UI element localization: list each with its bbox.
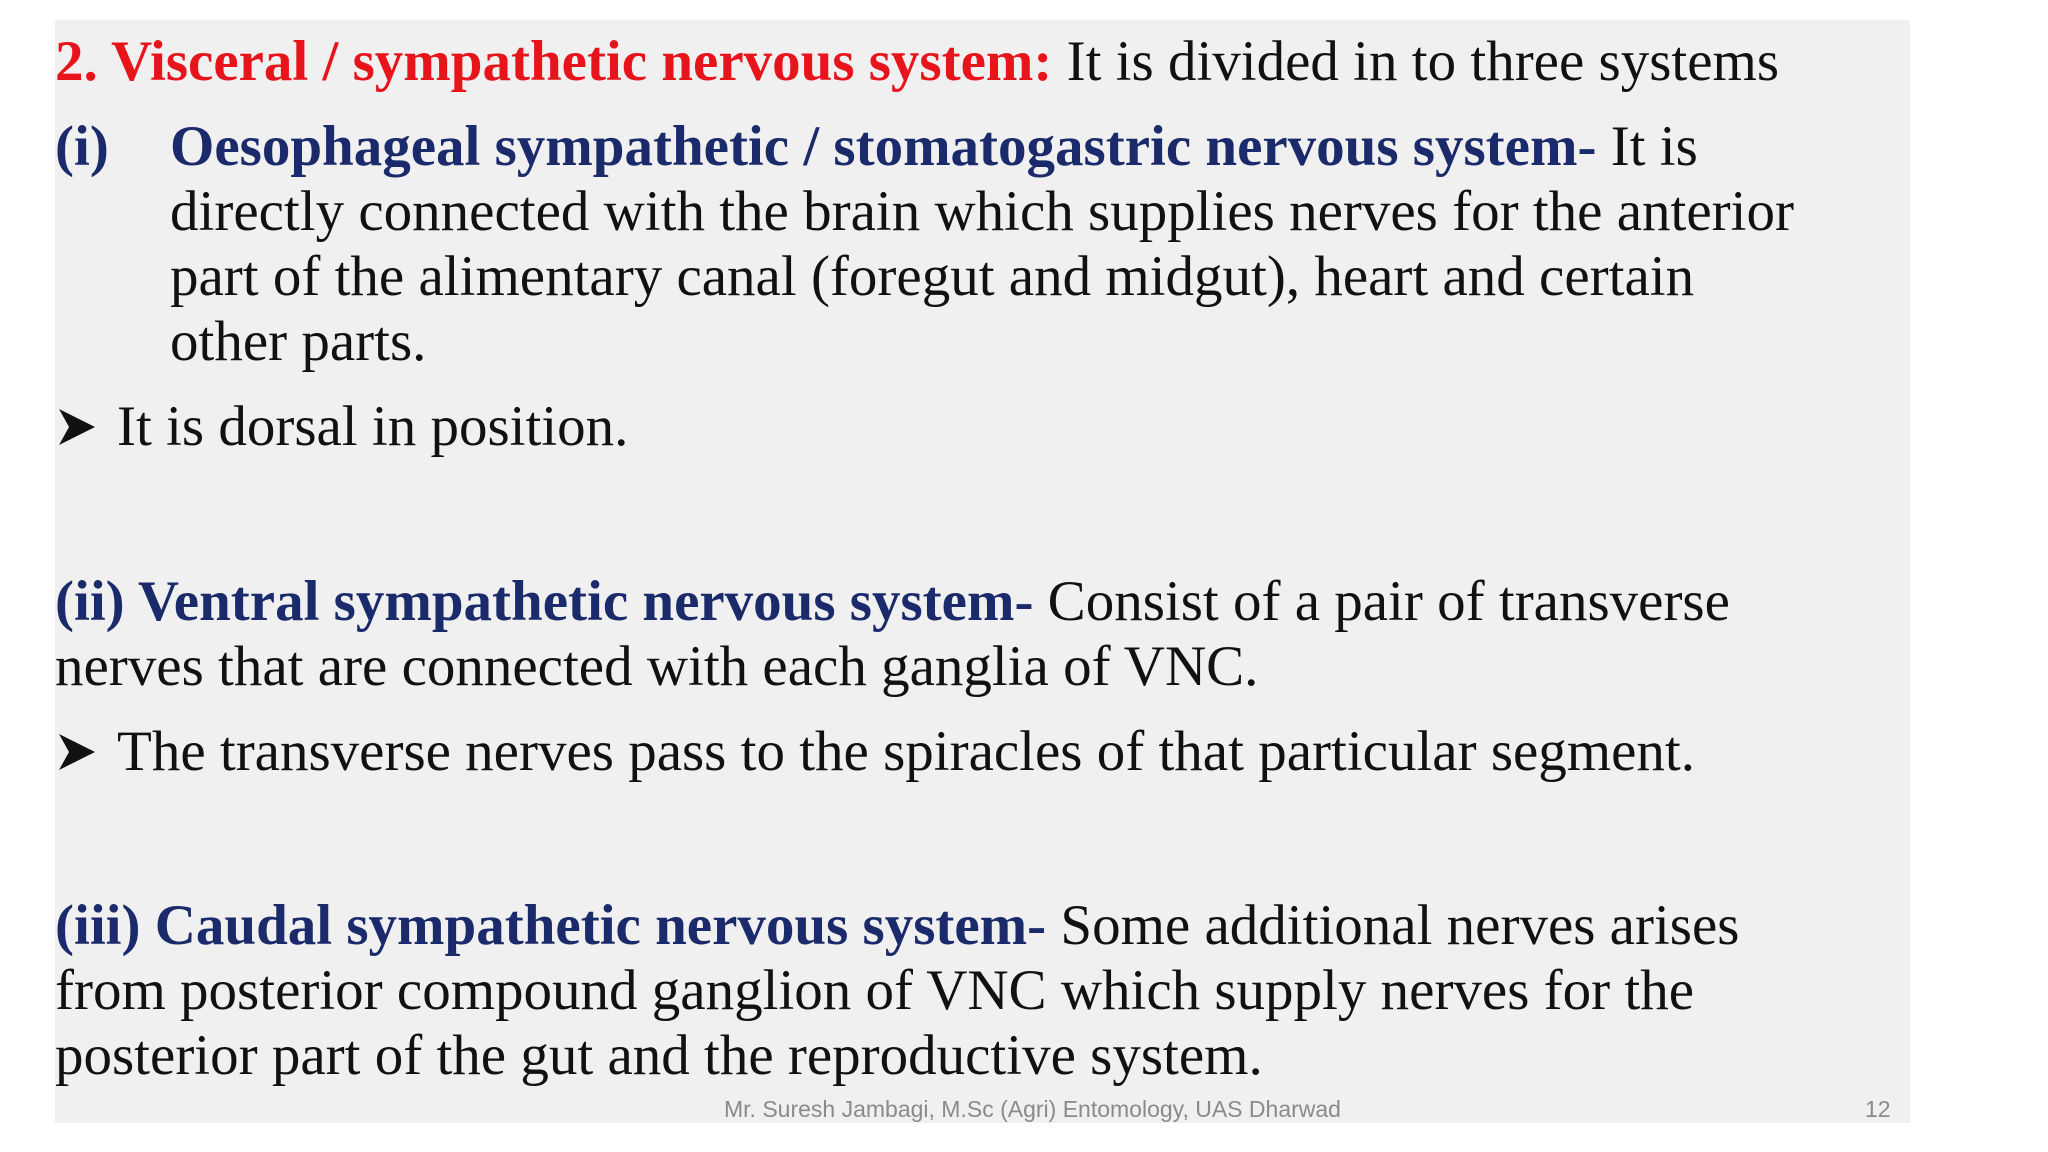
section-i-title-line <box>170 115 1698 179</box>
section-iii-title: (iii) Caudal sympathetic nervous system- <box>55 894 1047 957</box>
section-i-first-line <box>55 115 109 179</box>
section-i-label: (i) <box>55 115 109 178</box>
arrowhead-bullet-icon <box>55 720 117 784</box>
section-i-text-2: directly connected with the brain which supplies nerves for the anterior <box>170 180 1794 243</box>
section-ii-dash: - <box>1014 570 1034 633</box>
section-ii-bullet <box>55 720 1695 784</box>
slide <box>55 20 1910 1123</box>
section-i-text-3: part of the alimentary canal (foregut and midgut), heart and certain <box>170 245 1695 308</box>
section-ii-title: (ii) Ventral sympathetic nervous system <box>55 570 1015 633</box>
footer-page-number: 12 <box>1865 1096 1891 1122</box>
section-iii-text-1: Some additional nerves arises <box>1046 894 1740 957</box>
heading-title: 2. Visceral / sympathetic nervous system: <box>55 30 1053 93</box>
section-i-title: Oesophageal sympathetic / stomatogastric nervous system <box>170 115 1578 178</box>
section-i-text-1: It is <box>1596 115 1698 178</box>
section-ii-text-2: nerves that are connected with each ganglia of VNC. <box>55 635 1259 698</box>
slide-heading <box>55 30 1779 94</box>
footer-credit: Mr. Suresh Jambagi, M.Sc (Agri) Entomology, UAS Dharwad <box>724 1096 1341 1122</box>
heading-text: It is divided in to three systems <box>1052 30 1780 93</box>
section-iii-text-3: posterior part of the gut and the reproductive system. <box>55 1024 1263 1087</box>
section-i-bullet <box>55 395 628 459</box>
section-i-dash: - <box>1577 115 1597 178</box>
section-ii-text-1: Consist of a pair of transverse <box>1033 570 1730 633</box>
section-iii-first-line <box>55 894 1739 958</box>
section-ii-bullet-text: The transverse nerves pass to the spiracles of that particular segment. <box>117 720 1696 783</box>
arrowhead-bullet-icon <box>55 395 117 459</box>
section-i-text-4: other parts. <box>170 310 427 373</box>
section-i-bullet-text: It is dorsal in position. <box>117 395 629 458</box>
section-iii-text-2: from posterior compound ganglion of VNC which supply nerves for the <box>55 959 1695 1022</box>
section-ii-first-line <box>55 570 1730 634</box>
